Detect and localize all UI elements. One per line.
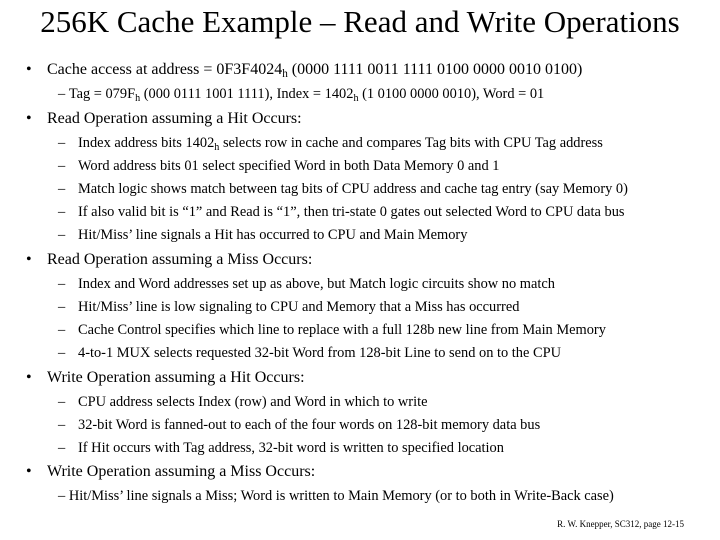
sub-item: – Index address bits $1402_h$ selects row in cache and compares Tag bits with CPU Tag address (58, 135, 603, 153)
dash-marker: – (58, 86, 66, 102)
dash-marker: – (58, 440, 66, 456)
dash-marker: – (58, 322, 66, 338)
dash-marker: – (58, 227, 66, 243)
sub-item: – 32-bit Word is fanned-out to each of the four words on 128-bit memory data bus (58, 417, 541, 433)
dash-marker: – (58, 345, 66, 361)
bullet-marker: • (26, 110, 32, 127)
bullet-marker: • (26, 251, 32, 268)
sub-item: – CPU address selects Index (row) and Word in which to write (58, 394, 428, 410)
sub-item: – 4-to-1 MUX selects requested 32-bit Word from 128-bit Line to send on to the CPU (58, 345, 561, 361)
sub-item: – Hit/Miss’ line is low signaling to CPU and Memory that a Miss has occurred (58, 299, 520, 315)
dash-marker: – (58, 204, 66, 220)
dash-marker: – (58, 135, 66, 151)
dash-marker: – (58, 276, 66, 292)
dash-marker: – (58, 394, 66, 410)
bullet-text: Cache access at address = $0F3F4024_h$ (0000 1111 0011 1111 0100 0000 0010 0100) (47, 61, 583, 80)
bullet-text: Read Operation assuming a Hit Occurs: (47, 110, 302, 127)
bullet-write-hit (26, 368, 305, 388)
sub-item: – If Hit occurs with Tag address, 32-bit word is written to specified location (58, 440, 504, 456)
dash-marker: – (58, 158, 66, 174)
bullet-text: Write Operation assuming a Hit Occurs: (47, 369, 305, 386)
bullet-marker: • (26, 463, 32, 480)
sub-item-tag-index-word: – Tag = $079F_h$ (000 0111 1001 1111), Index = $1402_h$ (1 0100 0000 0010), Word = 01 (58, 86, 545, 104)
dash-marker: – (58, 299, 66, 315)
dash-marker: – (58, 417, 66, 433)
sub-item: – Hit/Miss’ line signals a Hit has occurred to CPU and Main Memory (58, 227, 468, 243)
sub-item: – Match logic shows match between tag bits of CPU address and cache tag entry (say Memory 0) (58, 181, 628, 197)
slide-title: 256K Cache Example – Read and Write Operations (40, 4, 680, 39)
bullet-cache-access (26, 60, 582, 80)
bullet-write-miss (26, 462, 315, 482)
slide-footer: R. W. Knepper, SC312, page 12-15 (557, 519, 684, 529)
bullet-text: Read Operation assuming a Miss Occurs: (47, 251, 313, 268)
bullet-read-miss (26, 250, 312, 270)
dash-marker: – (58, 181, 66, 197)
sub-item: – Word address bits 01 select specified Word in both Data Memory 0 and 1 (58, 158, 500, 174)
dash-marker: – (58, 488, 66, 504)
bullet-text: Write Operation assuming a Miss Occurs: (47, 463, 316, 480)
bullet-marker: • (26, 369, 32, 386)
sub-item: – Hit/Miss’ line signals a Miss; Word is written to Main Memory (or to both in Write-Back case) (58, 488, 614, 504)
bullet-marker: • (26, 61, 32, 78)
sub-item: – Cache Control specifies which line to replace with a full 128b new line from Main Memory (58, 322, 606, 338)
bullet-read-hit (26, 109, 302, 129)
sub-item: – If also valid bit is “1” and Read is “1”, then tri-state 0 gates out selected Word to CPU data bus (58, 204, 625, 220)
sub-item: – Index and Word addresses set up as above, but Match logic circuits show no match (58, 276, 555, 292)
